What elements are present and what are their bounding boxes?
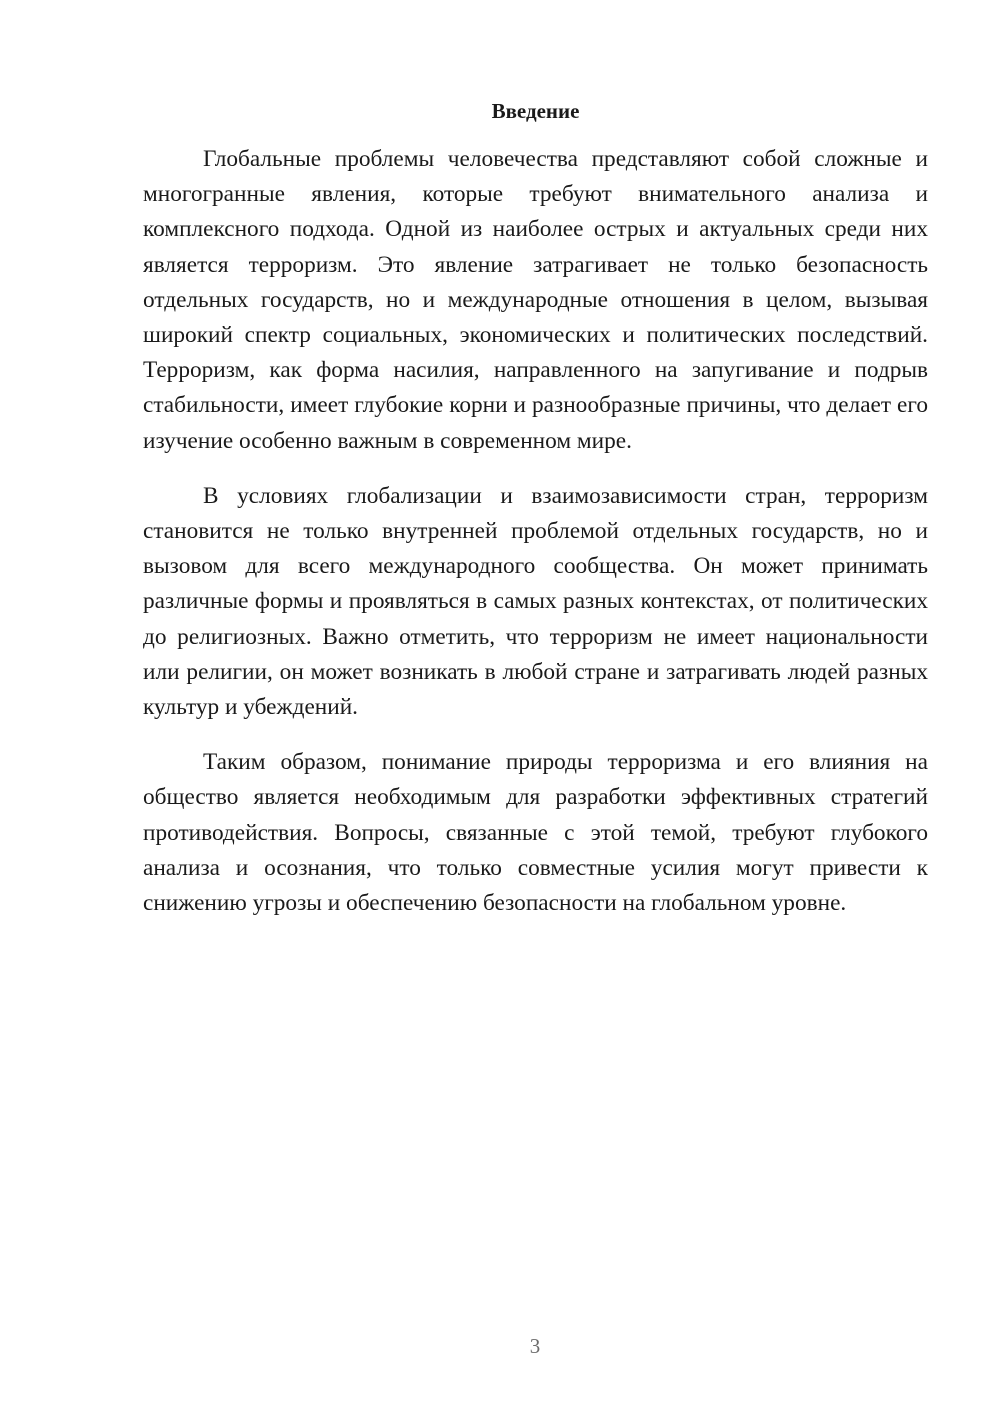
paragraph-2: В условиях глобализации и взаимозависимости стран, терроризм становится не только внутренней проблемой отдельных государств, но и вызовом для всего международного сообщества. Он может принимать различные формы и проявляться в самых разных контекстах, от политических до религиозных. Важно отметить, что терроризм не имеет национальности или религии, он может возникать в любой стране и затрагивать людей разных культур и убеждений. [143,482,928,721]
paragraph-1: Глобальные проблемы человечества представляют собой сложные и многогранные явления, которые требуют внимательного анализа и комплексного подхода. Одной из наиболее острых и актуальных среди них является терроризм. Это явление затрагивает не только безопасность отдельных государств, но и международные отношения в целом, вызывая широкий спектр социальных, экономических и политических последствий. Терроризм, как форма насилия, направленного на запугивание и подрыв стабильности, имеет глубокие корни и разнообразные причины, что делает его изучение особенно важным в современном мире. [143,146,928,454]
page-number: 3 [529,1334,541,1358]
paragraph-3: Таким образом, понимание природы терроризма и его влияния на общество является необходимым для разработки эффективных стратегий противодействия. Вопросы, связанные с этой темой, требуют глубокого анализа и осознания, что только совместные усилия могут привести к снижению угрозы и обеспечению безопасности на глобальном уровне. [143,749,928,917]
document-body [143,142,928,921]
section-heading: Введение [491,99,580,123]
